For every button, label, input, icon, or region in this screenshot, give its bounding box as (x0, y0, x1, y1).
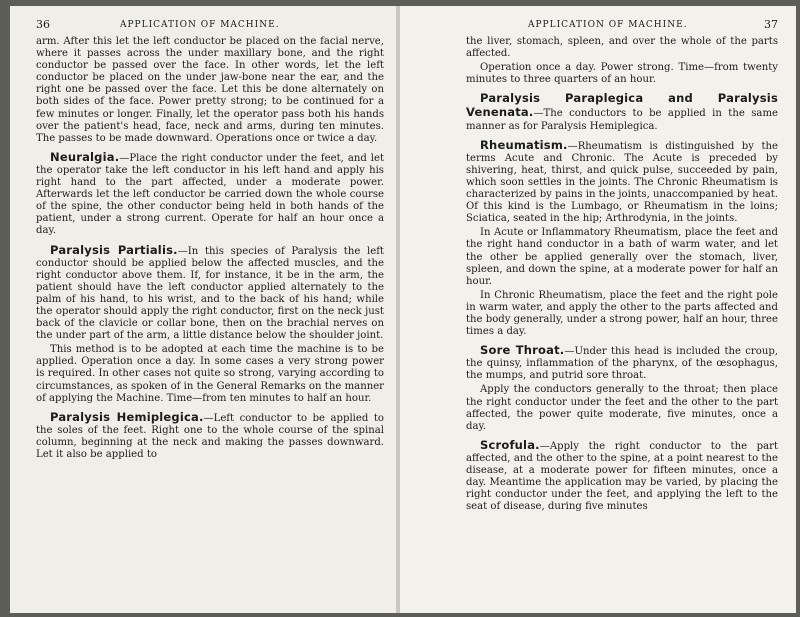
paragraph (36, 151, 384, 238)
right-page (400, 6, 796, 613)
left-page-text (36, 36, 384, 461)
paragraph-text: —Left conductor to be applied to the soles of the feet. Right one to the whole course of the spinal column, beginning at the neck and making the passes downward. Let it also be applied to (36, 412, 384, 460)
paragraph-text: the liver, stomach, spleen, and over the whole of the parts affected. (466, 36, 778, 60)
section-heading: Paralysis Partialis. (50, 242, 178, 257)
section-heading: Paralysis Hemiplegica. (50, 409, 204, 424)
paragraph (36, 344, 384, 404)
paragraph (466, 227, 778, 287)
paragraph (466, 139, 778, 226)
paragraph (466, 384, 778, 432)
paragraph-text: —Place the right conductor under the feet, and let the operator take the left conductor in his left hand and apply his right hand to the part affected, under a moderate power. Afterwards let the left conductor be carried down the whole course of the spine, the other conductor being held in both hands of the patient, under a strong current. Operate for half an hour once a day. (36, 152, 384, 237)
paragraph-text: In Acute or Inflammatory Rheumatism, place the feet and the right hand conductor in a bath of warm water, and let the other be applied generally over the stomach, liver, spleen, and down the spine, at a moderate power for half an hour. (466, 227, 778, 287)
left-running-title: APPLICATION OF MACHINE. (120, 20, 280, 30)
paragraph-text: —Apply the right conductor to the part affected, and the other to the spine, at a point nearest to the disease, at a moderate power for fifteen minutes, once a day. Meantime the application may be varied, by placing the right conductor under the feet, and applying the left to the seat of disease, during five minutes (466, 440, 778, 513)
paragraph (466, 439, 778, 514)
section-heading: Sore Throat. (480, 343, 565, 358)
paragraph (36, 411, 384, 461)
paragraph-text: Apply the conductors generally to the throat; then place the right conductor under the feet and the other to the part affected, the power quite moderate, five minutes, once a day. (466, 384, 778, 432)
paragraph-text: —In this species of Paralysis the left conductor should be applied below the affected muscles, and the right conductor above them. If, for instance, it be in the arm, the patient should have the left conductor applied alternately to the palm of his hand, to his wrist, and to the back of his hand; while the operator should apply the right conductor, first on the neck just back of the clavicle or collar bone, then on the brachial nerves on the under part of the arm, a little distance below the shoulder joint. (36, 245, 384, 342)
paragraph (466, 62, 778, 86)
paragraph-text: Operation once a day. Power strong. Time—from twenty minutes to three quarters of an hour. (466, 62, 778, 86)
right-running-title: APPLICATION OF MACHINE. (528, 20, 688, 30)
paragraph (466, 290, 778, 338)
paragraph-text: —Rheumatism is distinguished by the terms Acute and Chronic. The Acute is preceded by shivering, heat, thirst, and quick pulse, succeeded by pain, which soon settles in the joints. The Chronic Rheumatism is characterized by pains in the joints, unaccompanied by heat. Of this kind is the Lumbago, or Rheumatism in the loins; Sciatica, seated in the hip; Arthrodynia, in the joints. (466, 140, 778, 225)
paragraph (36, 36, 384, 145)
section-heading: Rheumatism. (480, 137, 568, 152)
paragraph-text: arm. After this let the left conductor be placed on the facial nerve, where it passes across the under maxillary bone, and the right conductor be passed over the face. In other words, let the left conductor be placed on the under jaw-bone near the ear, and the right one be passed over the face. Let this be done alternately on both sides of the face. Power pretty strong; to be continued for a few minutes or longer. Finally, let the operator pass both his hands over the patient's head, face, neck and arms, during ten minutes. The passes to be made downward. Operations once or twice a day. (36, 36, 384, 144)
section-heading: Scrofula. (480, 437, 540, 452)
left-running-head (36, 18, 384, 36)
right-page-text (466, 36, 778, 513)
paragraph (36, 244, 384, 343)
paragraph (466, 36, 778, 60)
section-heading: Neuralgia. (50, 149, 120, 164)
right-page-number: 37 (764, 18, 778, 31)
paragraph-text: In Chronic Rheumatism, place the feet and the right pole in warm water, and apply the other to the parts affected and the body generally, under a strong power, half an hour, three times a day. (466, 289, 778, 338)
paragraph (466, 344, 778, 382)
paragraph-text: This method is to be adopted at each time the machine is to be applied. Operation once a day. In some cases a very strong power is required. In other cases not quite so strong, varying according to circumstances, as spoken of in the General Remarks on the manner of applying the Machine. Time—from ten minutes to half an hour. (36, 344, 384, 404)
paragraph (466, 92, 778, 132)
left-page (10, 6, 396, 613)
right-running-head (466, 18, 778, 36)
paragraph-text: —Under this head is included the croup, the quinsy, inflammation of the pharynx, of the œsophagus, the mumps, and putrid sore throat. (466, 346, 778, 382)
left-page-number: 36 (36, 18, 50, 31)
paragraph-text: —The conductors to be applied in the same manner as for Paralysis Hemiplegica. (466, 108, 778, 132)
section-heading: Paralysis Paraplegica and Paralysis Venenata. (466, 91, 778, 120)
